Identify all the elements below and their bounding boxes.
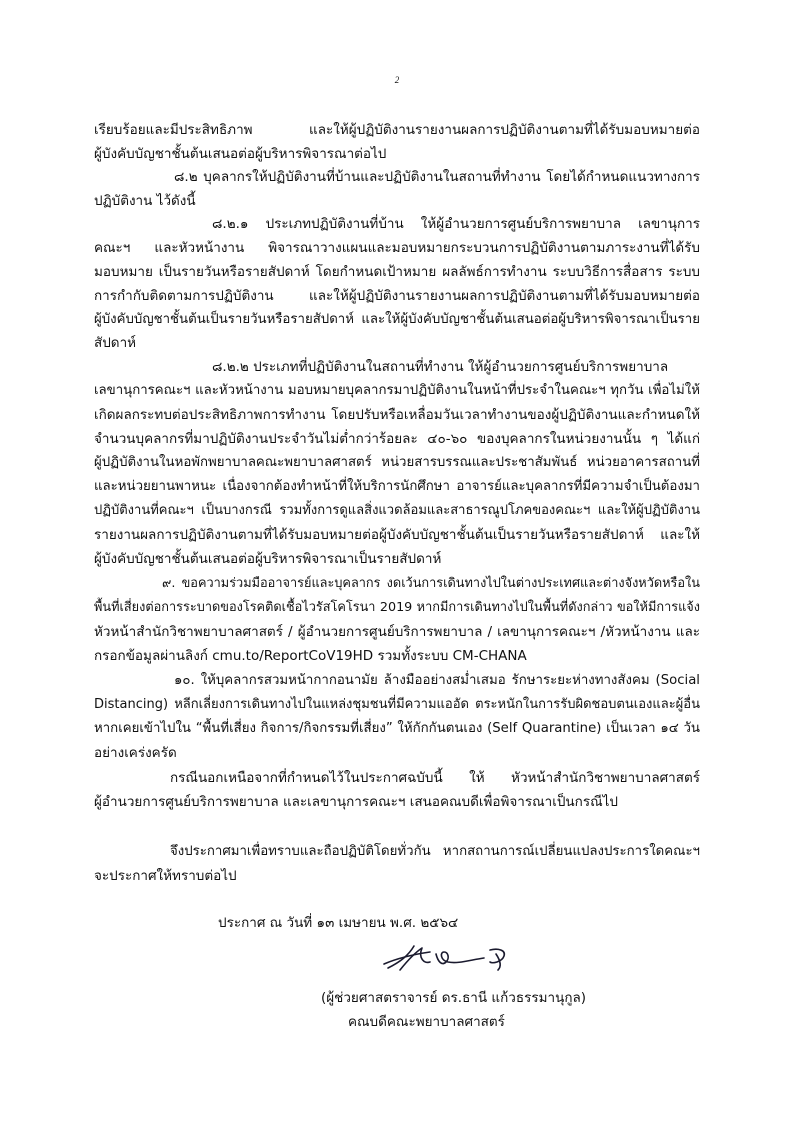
page-number: 2 bbox=[394, 75, 400, 85]
body-line: ผู้บังคับบัญชาชั้นต้นเสนอต่อผู้บริหารพิจารณาเป็นรายสัปดาห์ bbox=[94, 551, 442, 567]
body-line: ๑๐. ให้บุคลากรสวมหน้ากากอนามัย ล้างมืออย่างสม่ำเสมอ รักษาระยะห่างทางสังคม (Social bbox=[174, 673, 700, 688]
body-line: จึงประกาศมาเพื่อทราบและถือปฏิบัติโดยทั่วกัน หากสถานการณ์เปลี่ยนแปลงประการใดคณะฯ bbox=[170, 844, 700, 859]
body-line: Distancing) หลีกเลี่ยงการเดินทางไปในแหล่งชุมชนที่มีความแออัด ตระหนักในการรับผิดชอบตนเองและผู้อื่น bbox=[94, 697, 700, 712]
body-line: กรอกข้อมูลผ่านลิงก์ cmu.to/ReportCoV19HD รวมทั้งระบบ CM-CHANA bbox=[94, 648, 527, 664]
body-line: เรียบร้อยและมีประสิทธิภาพ และให้ผู้ปฏิบัติงานรายงานผลการปฏิบัติงานตามที่ได้รับมอบหมายต่อ bbox=[94, 122, 700, 138]
body-line: ๘.๒ บุคลากรให้ปฏิบัติงานที่บ้านและปฏิบัติงานในสถานที่ทำงาน โดยได้กำหนดแนวทางการ bbox=[174, 169, 700, 185]
body-line: หัวหน้าสำนักวิชาพยาบาลศาสตร์ / ผู้อำนวยการศูนย์บริการพยาบาล / เลขานุการคณะฯ /หัวหน้างาน และ bbox=[94, 624, 700, 640]
body-line: หากเคยเข้าไปใน “พื้นที่เสี่ยง กิจการ/กิจกรรมที่เสี่ยง” ให้กักกันตนเอง (Self Quarantine) เป็นเวลา ๑๔ วัน bbox=[94, 721, 700, 736]
body-line: คณะฯ และหัวหน้างาน พิจารณาวางแผนและมอบหมายกระบวนการปฏิบัติงานตามภาระงานที่ได้รับ bbox=[94, 240, 700, 256]
body-line: มอบหมาย เป็นรายวันหรือรายสัปดาห์ โดยกำหนดเป้าหมาย ผลลัพธ์การทำงาน ระบบวิธีการสื่อสาร ระบบ bbox=[94, 264, 700, 280]
body-line: อย่างเคร่งครัด bbox=[94, 745, 177, 761]
body-line: เลขานุการคณะฯ และหัวหน้างาน มอบหมายบุคลากรมาปฏิบัติงานในหน้าที่ประจำในคณะฯ ทุกวัน เพื่อไม่ให้ bbox=[94, 383, 700, 398]
body-line: ๙. ขอความร่วมมืออาจารย์และบุคลากร งดเว้นการเดินทางไปในต่างประเทศและต่างจังหวัดหรือใน bbox=[162, 576, 700, 591]
body-line: รายงานผลการปฏิบัติงานตามที่ได้รับมอบหมายต่อผู้บังคับบัญชาชั้นต้นเป็นรายวันหรือรายสัปดาห์ และให้ bbox=[94, 527, 700, 543]
body-line: เกิดผลกระทบต่อประสิทธิภาพการทำงาน โดยปรับหรือเหลื่อมวันเวลาทำงานของผู้ปฏิบัติงานและกำหนดให้ bbox=[94, 407, 700, 423]
body-line: จำนวนบุคลากรที่มาปฏิบัติงานประจำวันไม่ต่ำกว่าร้อยละ ๔๐-๖๐ ของบุคลากรในหน่วยงานนั้น ๆ ได้แก่ bbox=[94, 431, 700, 447]
body-line: จะประกาศให้ทราบต่อไป bbox=[94, 868, 237, 884]
body-line: ผู้ปฏิบัติงานในหอพักพยาบาลคณะพยาบาลศาสตร์ หน่วยสารบรรณและประชาสัมพันธ์ หน่วยอาคารสถานที่ bbox=[94, 455, 700, 470]
body-line: สัปดาห์ bbox=[94, 335, 137, 351]
signatory-name: (ผู้ช่วยศาสตราจารย์ ดร.ธานี แก้วธรรมานุกูล) bbox=[321, 990, 587, 1006]
announcement-date: ประกาศ ณ วันที่ ๑๓ เมษายน พ.ศ. ๒๕๖๔ bbox=[218, 915, 459, 931]
body-line: ปฏิบัติงาน ไว้ดังนี้ bbox=[94, 193, 196, 209]
signature-image bbox=[378, 940, 528, 974]
body-line: พื้นที่เสี่ยงต่อการระบาดของโรคติดเชื้อไวรัสโคโรนา 2019 หากมีการเดินทางไปในพื้นที่ดังกล่าว ขอให้มีการแจ้ง bbox=[94, 600, 700, 615]
signatory-position: คณบดีคณะพยาบาลศาสตร์ bbox=[348, 1014, 505, 1030]
body-line: ผู้บังคับบัญชาชั้นต้นเสนอต่อผู้บริหารพิจารณาต่อไป bbox=[94, 146, 387, 162]
body-line: การกำกับติดตามการปฏิบัติงาน และให้ผู้ปฏิบัติงานรายงานผลการปฏิบัติงานตามที่ได้รับมอบหมายต่อ bbox=[94, 288, 700, 304]
body-line: ๘.๒.๒ ประเภทที่ปฏิบัติงานในสถานที่ทำงาน ให้ผู้อำนวยการศูนย์บริการพยาบาล bbox=[212, 359, 669, 375]
body-line: ปฏิบัติงานที่คณะฯ เป็นบางกรณี รวมทั้งการดูแลสิ่งแวดล้อมและสาธารณูปโภคของคณะฯ และให้ผู้ปฏิบัติงาน bbox=[94, 503, 700, 518]
body-line: ผู้บังคับบัญชาชั้นต้นเป็นรายวันหรือรายสัปดาห์ และให้ผู้บังคับบัญชาชั้นต้นเสนอต่อผู้บริหารพิจารณาเป็นราย bbox=[94, 312, 700, 327]
body-line: ผู้อำนวยการศูนย์บริการพยาบาล และเลขานุการคณะฯ เสนอคณบดีเพื่อพิจารณาเป็นกรณีไป bbox=[94, 794, 618, 810]
body-line: ๘.๒.๑ ประเภทปฏิบัติงานที่บ้าน ให้ผู้อำนวยการศูนย์บริการพยาบาล เลขานุการ bbox=[212, 216, 700, 232]
body-line: กรณีนอกเหนือจากที่กำหนดไว้ในประกาศฉบับนี้ ให้ หัวหน้าสำนักวิชาพยาบาลศาสตร์ bbox=[170, 770, 700, 786]
body-line: และหน่วยยานพาหนะ เนื่องจากต้องทำหน้าที่ให้บริการนักศึกษา อาจารย์และบุคลากรที่มีความจำเป็นต้องมา bbox=[94, 479, 700, 494]
